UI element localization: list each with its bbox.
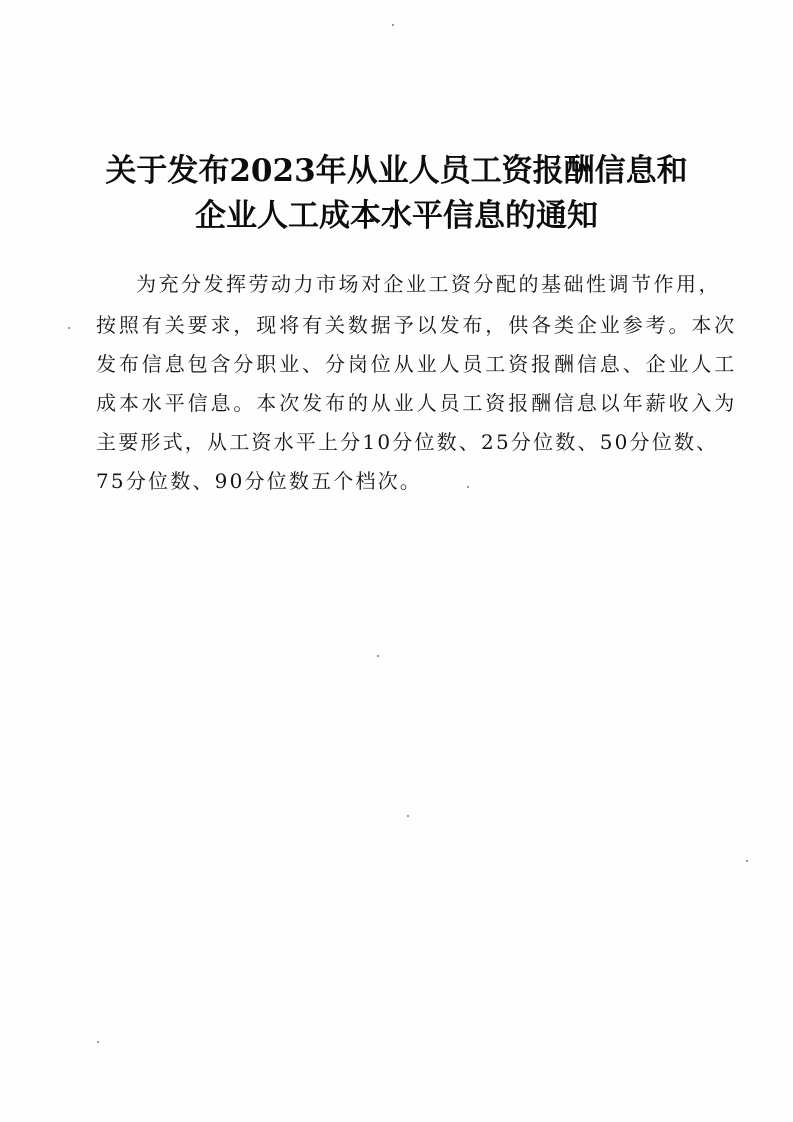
paragraph-line-5: 主要形式，从工资水平上分10分位数、25分位数、50分位数、 (96, 430, 719, 454)
scan-speck (746, 860, 748, 862)
scan-speck (407, 815, 409, 817)
document-title-line-2: 企业人工成本水平信息的通知 (195, 198, 598, 234)
scan-speck (392, 24, 394, 26)
scan-speck (467, 486, 469, 488)
paragraph-line-3: 发布信息包含分职业、分岗位从业人员工资报酬信息、企业人工 (96, 352, 738, 376)
scan-speck (377, 655, 379, 657)
scan-speck (68, 327, 70, 329)
paragraph-line-2: 按照有关要求，现将有关数据予以发布，供各类企业参考。本次 (96, 313, 738, 337)
document-title-line-1: 关于发布2023年从业人员工资报酬信息和 (105, 153, 688, 189)
scan-speck (97, 1041, 99, 1043)
paragraph-line-1: 为充分发挥劳动力市场对企业工资分配的基础性调节作用， (136, 272, 721, 296)
paragraph-line-6: 75分位数、90分位数五个档次。 (96, 469, 423, 493)
paragraph-line-4: 成本水平信息。本次发布的从业人员工资报酬信息以年薪收入为 (96, 391, 738, 415)
